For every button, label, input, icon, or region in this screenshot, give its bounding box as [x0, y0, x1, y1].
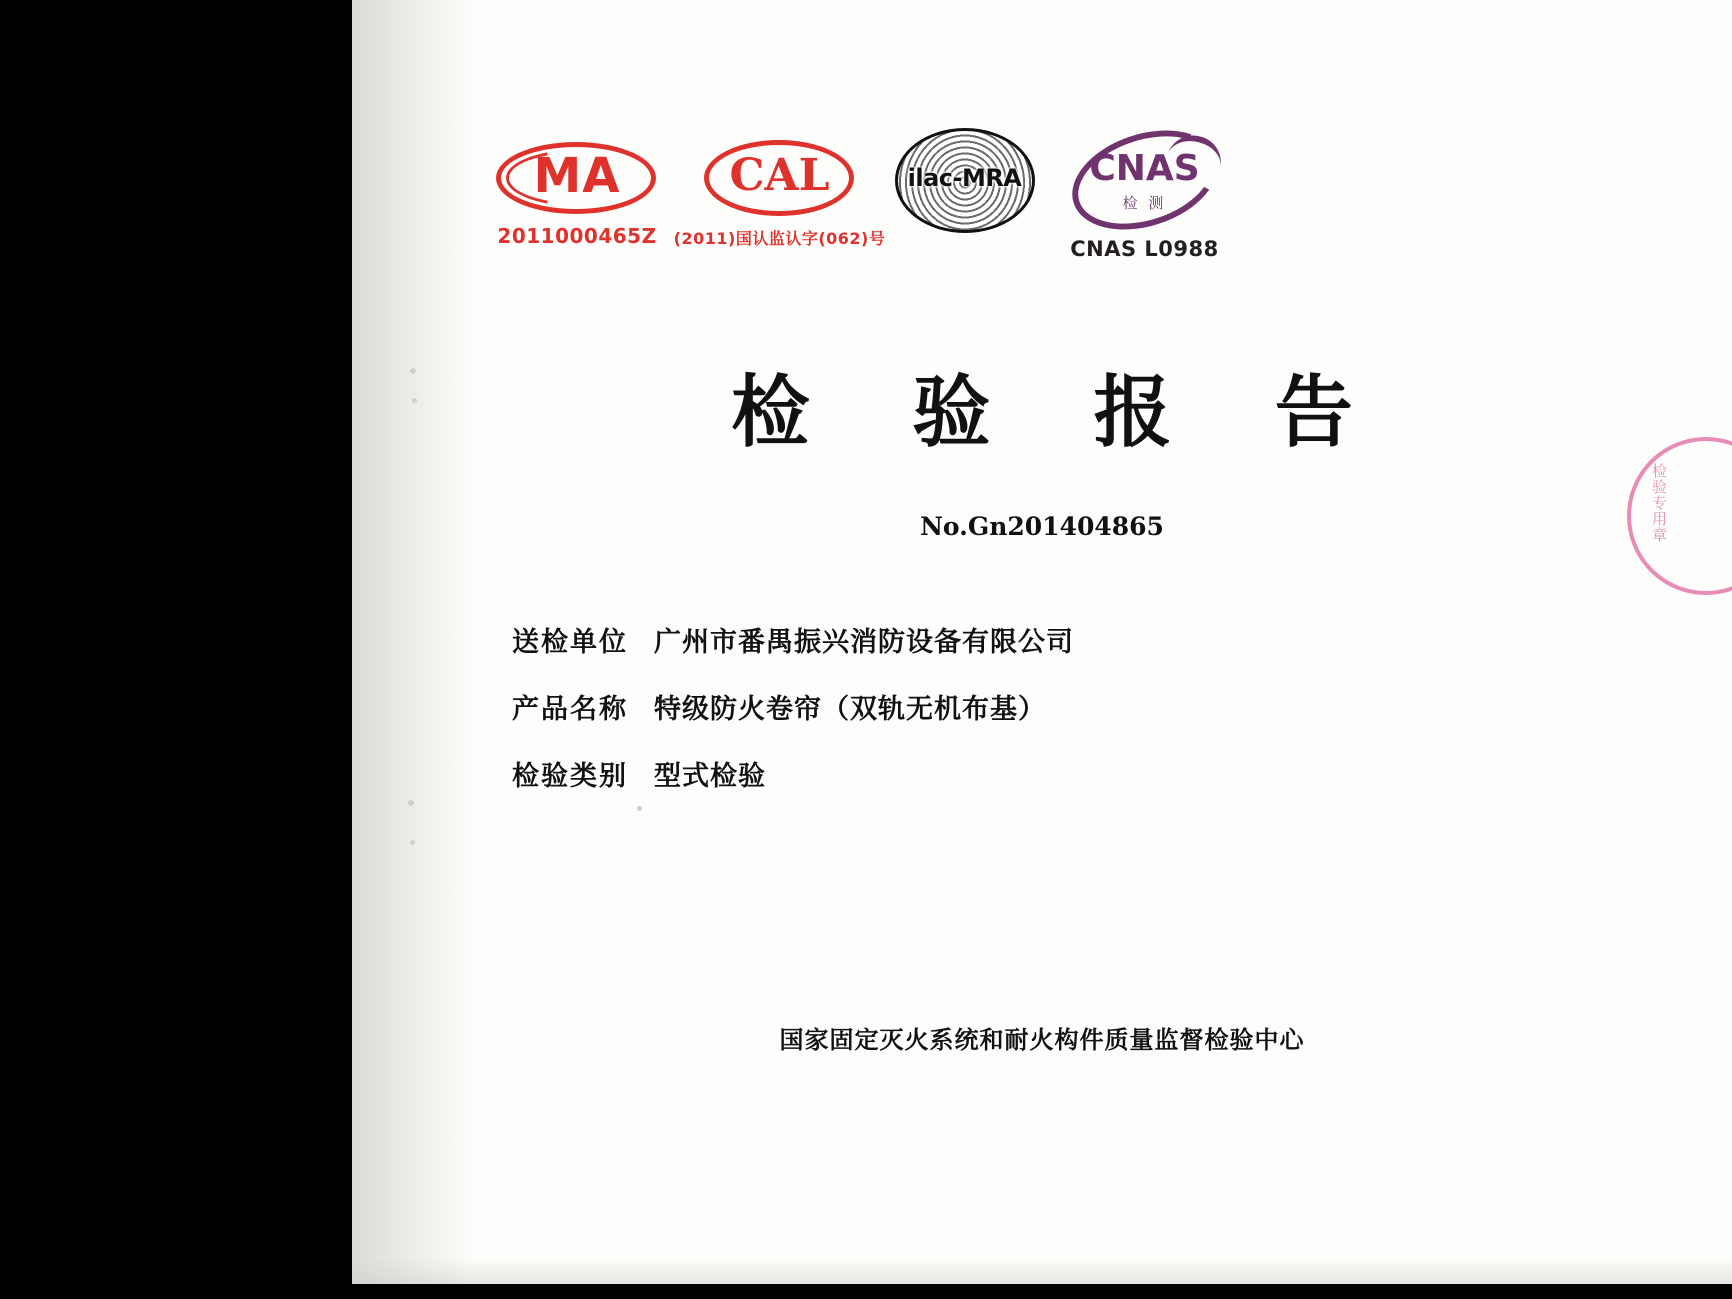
official-stamp-text: 检验专用章 [1650, 463, 1668, 543]
cal-logo-text: CAL [729, 150, 830, 201]
cnas-logo-text: CNAS [1089, 148, 1200, 189]
ilac-mra-mark-icon [890, 126, 1040, 236]
ma-logo [482, 140, 672, 248]
field-row [512, 620, 1612, 659]
field-value-product-name: 特级防火卷帘（双轨无机布基） [654, 694, 1046, 725]
issuing-organization: 国家固定灭火系统和耐火构件质量监督检验中心 [779, 1026, 1305, 1054]
cnas-logo-caption: CNAS L0988 [1070, 237, 1219, 261]
ma-mark-icon [490, 140, 665, 218]
cnas-logo-subtext: 检 测 [1122, 194, 1167, 212]
scan-speck [637, 806, 642, 811]
report-fields [512, 620, 1612, 821]
scan-speck [410, 840, 415, 845]
field-label-submitting-unit: 送检单位 [512, 627, 628, 658]
ma-logo-caption: 2011000465Z [497, 224, 657, 248]
cnas-logo [1037, 130, 1252, 261]
field-row [512, 687, 1612, 726]
scan-speck [410, 368, 416, 374]
scan-speck [408, 800, 414, 806]
field-label-product-name: 产品名称 [512, 694, 628, 725]
scan-speck [412, 398, 417, 403]
ma-logo-text: MA [533, 148, 621, 204]
ilac-mra-logo [882, 126, 1047, 236]
field-value-submitting-unit: 广州市番禺振兴消防设备有限公司 [654, 627, 1074, 658]
page-title: 检 验 报 告 [731, 368, 1391, 458]
field-label-inspection-type: 检验类别 [512, 761, 628, 792]
field-row [512, 754, 1612, 793]
report-cover-sheet [352, 0, 1732, 1284]
report-number: No.Gn201404865 [920, 512, 1164, 541]
cal-mark-icon [692, 140, 867, 218]
cnas-mark-icon [1052, 130, 1237, 235]
field-value-inspection-type: 型式检验 [654, 761, 766, 792]
certification-logos [482, 140, 1219, 285]
cal-logo-caption: (2011)国认监认字(062)号 [673, 229, 886, 248]
ilac-logo-text: ilac-MRA [907, 164, 1022, 192]
cal-logo [672, 140, 887, 249]
